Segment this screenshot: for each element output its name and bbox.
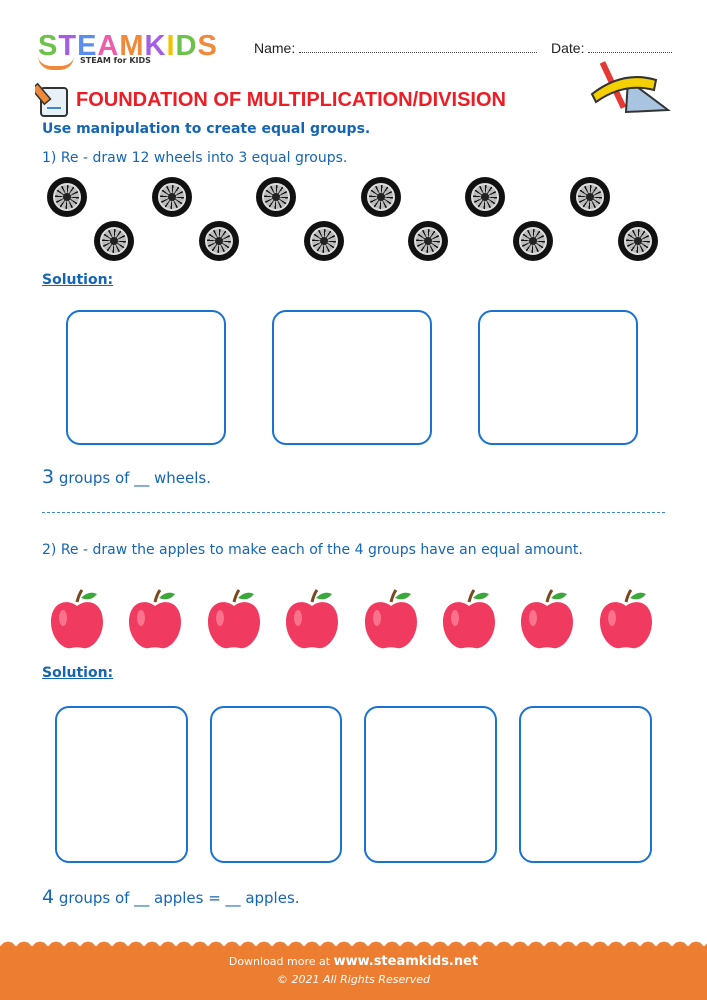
apple-icon xyxy=(519,588,575,648)
wheel-icon xyxy=(304,221,344,261)
wheel-icon xyxy=(618,221,658,261)
logo-letter: A xyxy=(97,30,120,62)
apple-icon xyxy=(206,588,262,648)
date-field[interactable] xyxy=(551,40,672,56)
solution-label-1: Solution: xyxy=(42,272,114,288)
wheel-icon xyxy=(152,177,192,217)
divider xyxy=(42,512,665,513)
answer-box[interactable] xyxy=(519,706,652,863)
logo-letter: K xyxy=(144,30,167,62)
logo-swoosh xyxy=(38,56,74,70)
logo-letter: T xyxy=(58,30,78,62)
wheel-icon xyxy=(47,177,87,217)
answer-line-1[interactable] xyxy=(42,466,211,488)
answer-box[interactable] xyxy=(210,706,342,863)
logo-letter: S xyxy=(38,30,59,62)
answer-box[interactable] xyxy=(478,310,638,445)
solution-label-2: Solution: xyxy=(42,665,114,681)
page-title: FOUNDATION OF MULTIPLICATION/DIVISION xyxy=(76,89,506,111)
apple-icon xyxy=(284,588,340,648)
copyright: © 2021 All Rights Reserved xyxy=(276,973,430,986)
ruler-triangle-icon xyxy=(588,60,673,115)
logo-letter: S xyxy=(197,30,218,62)
apple-icon xyxy=(598,588,654,648)
logo-letter: I xyxy=(166,30,176,62)
wheel-icon xyxy=(94,221,134,261)
website-link[interactable]: www.steamkids.net xyxy=(333,954,479,969)
answer-box[interactable] xyxy=(364,706,497,863)
date-label: Date: xyxy=(551,40,585,56)
wheel-icon xyxy=(199,221,239,261)
instruction: Use manipulation to create equal groups. xyxy=(42,121,371,137)
logo-letter: D xyxy=(175,30,198,62)
wheel-icon xyxy=(256,177,296,217)
answer-text: groups of __ apples = __ apples. xyxy=(54,889,300,907)
name-label: Name: xyxy=(254,40,296,56)
answer-box[interactable] xyxy=(272,310,432,445)
wheel-icon xyxy=(513,221,553,261)
answer-text: groups of __ wheels. xyxy=(54,469,211,487)
answer-number: 3 xyxy=(42,466,55,488)
question-2-prompt: 2) Re - draw the apples to make each of the 4 groups have an equal amount. xyxy=(42,542,583,558)
logo-subtitle: STEAM for KIDS xyxy=(80,56,151,65)
question-1-prompt: 1) Re - draw 12 wheels into 3 equal groups. xyxy=(42,150,348,166)
answer-box[interactable] xyxy=(66,310,226,445)
wheel-icon xyxy=(361,177,401,217)
apple-icon xyxy=(441,588,497,648)
wheel-icon xyxy=(465,177,505,217)
answer-number: 4 xyxy=(42,886,55,908)
logo-letter: M xyxy=(119,30,145,62)
logo-letter: E xyxy=(77,30,98,62)
wheel-icon xyxy=(408,221,448,261)
apple-icon xyxy=(127,588,183,648)
answer-box[interactable] xyxy=(55,706,188,863)
apple-icon xyxy=(363,588,419,648)
answer-line-2[interactable] xyxy=(42,886,300,908)
name-field[interactable] xyxy=(254,40,537,56)
download-text: Download more at xyxy=(228,955,334,968)
apple-icon xyxy=(49,588,105,648)
worksheet-icon xyxy=(35,82,71,118)
wheel-icon xyxy=(570,177,610,217)
footer-download xyxy=(0,954,707,969)
